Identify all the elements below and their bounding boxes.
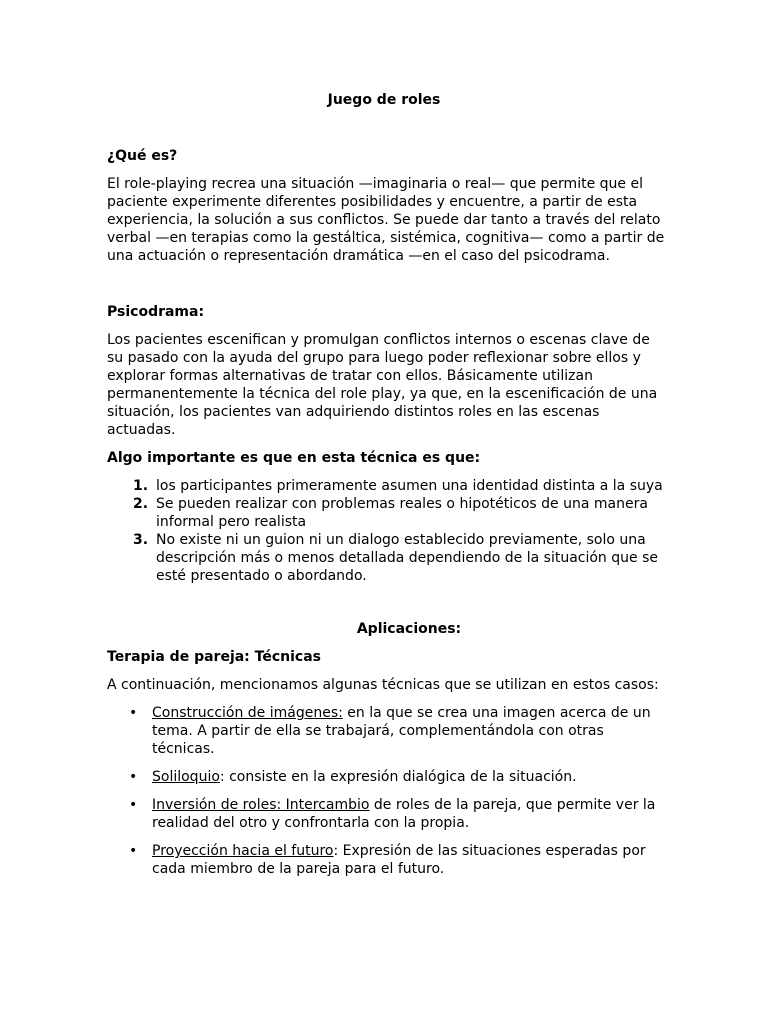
tecnica-term: Proyección hacia el futuro: [152, 843, 334, 859]
que-es-heading: ¿Qué es?: [107, 148, 178, 164]
tecnica-description: de roles de la pareja, que permite ver la realidad del otro y confrontarla con la propia.: [152, 797, 656, 831]
aplicaciones-intro: A continuación, mencionamos algunas técnicas que se utilizan en estos casos:: [107, 677, 659, 693]
tecnicas-list: [107, 704, 667, 878]
list-item: [107, 842, 667, 878]
list-item: [107, 495, 667, 531]
list-item-number: 1.: [133, 478, 149, 494]
document-title: Juego de roles: [327, 92, 441, 108]
psicodrama-heading: Psicodrama:: [107, 304, 205, 320]
list-item-text: No existe ni un guion ni un dialogo establecido previamente, solo una descripción más o menos detallada dependiendo de la situación que se esté presentado o abordando.: [156, 532, 658, 584]
bullet-icon: •: [129, 769, 138, 785]
importante-list: [107, 477, 667, 585]
tecnica-description: : Expresión de las situaciones esperadas por cada miembro de la pareja para el futuro.: [152, 843, 646, 877]
aplicaciones-heading-wrap: [0, 620, 768, 638]
section-aplicaciones: [107, 648, 667, 888]
importante-heading: Algo importante es que en esta técnica es que:: [107, 450, 481, 466]
bullet-icon: •: [129, 705, 138, 721]
list-item-number: 3.: [133, 532, 149, 548]
psicodrama-paragraph: Los pacientes escenifican y promulgan conflictos internos o escenas clave de su pasado con la ayuda del grupo para luego poder reflexionar sobre ellos y explorar formas alternativas de tratar con ellos. Básicamente utilizan permanentemente la técnica del role play, ya que, en la escenificación de una situación, los pacientes van adquiriendo distintos roles en las escenas actuadas.: [107, 332, 658, 438]
bullet-icon: •: [129, 797, 138, 813]
list-item-text: Se pueden realizar con problemas reales o hipotéticos de una manera informal pero realista: [156, 496, 648, 530]
section-importante: [107, 449, 667, 585]
tecnica-description: en la que se crea una imagen acerca de un tema. A partir de ella se trabajará, complementándola con otras técnicas.: [152, 705, 651, 757]
list-item: [107, 704, 667, 758]
section-que-es: [107, 147, 667, 265]
section-psicodrama: [107, 303, 667, 439]
list-item-text: los participantes primeramente asumen una identidad distinta a la suya: [156, 478, 663, 494]
tecnica-term: Construcción de imágenes:: [152, 705, 343, 721]
list-item-number: 2.: [133, 496, 149, 512]
tecnica-term: Inversión de roles: Intercambio: [152, 797, 370, 813]
bullet-icon: •: [129, 843, 138, 859]
list-item: [107, 796, 667, 832]
aplicaciones-heading: Aplicaciones:: [356, 621, 462, 637]
list-item: [107, 531, 667, 585]
que-es-paragraph: El role-playing recrea una situación —imaginaria o real— que permite que el paciente experimente diferentes posibilidades y encuentre, a partir de esta experiencia, la solución a sus conflictos. Se puede dar tanto a través del relato verbal —en terapias como la gestáltica, sistémica, cognitiva— como a partir de una actuación o representación dramática —en el caso del psicodrama.: [107, 176, 665, 264]
terapia-subheading: Terapia de pareja: Técnicas: [107, 649, 321, 665]
tecnica-description: : consiste en la expresión dialógica de la situación.: [219, 769, 577, 785]
list-item: [107, 477, 667, 495]
tecnica-term: Soliloquio: [152, 769, 220, 785]
list-item: [107, 768, 667, 786]
